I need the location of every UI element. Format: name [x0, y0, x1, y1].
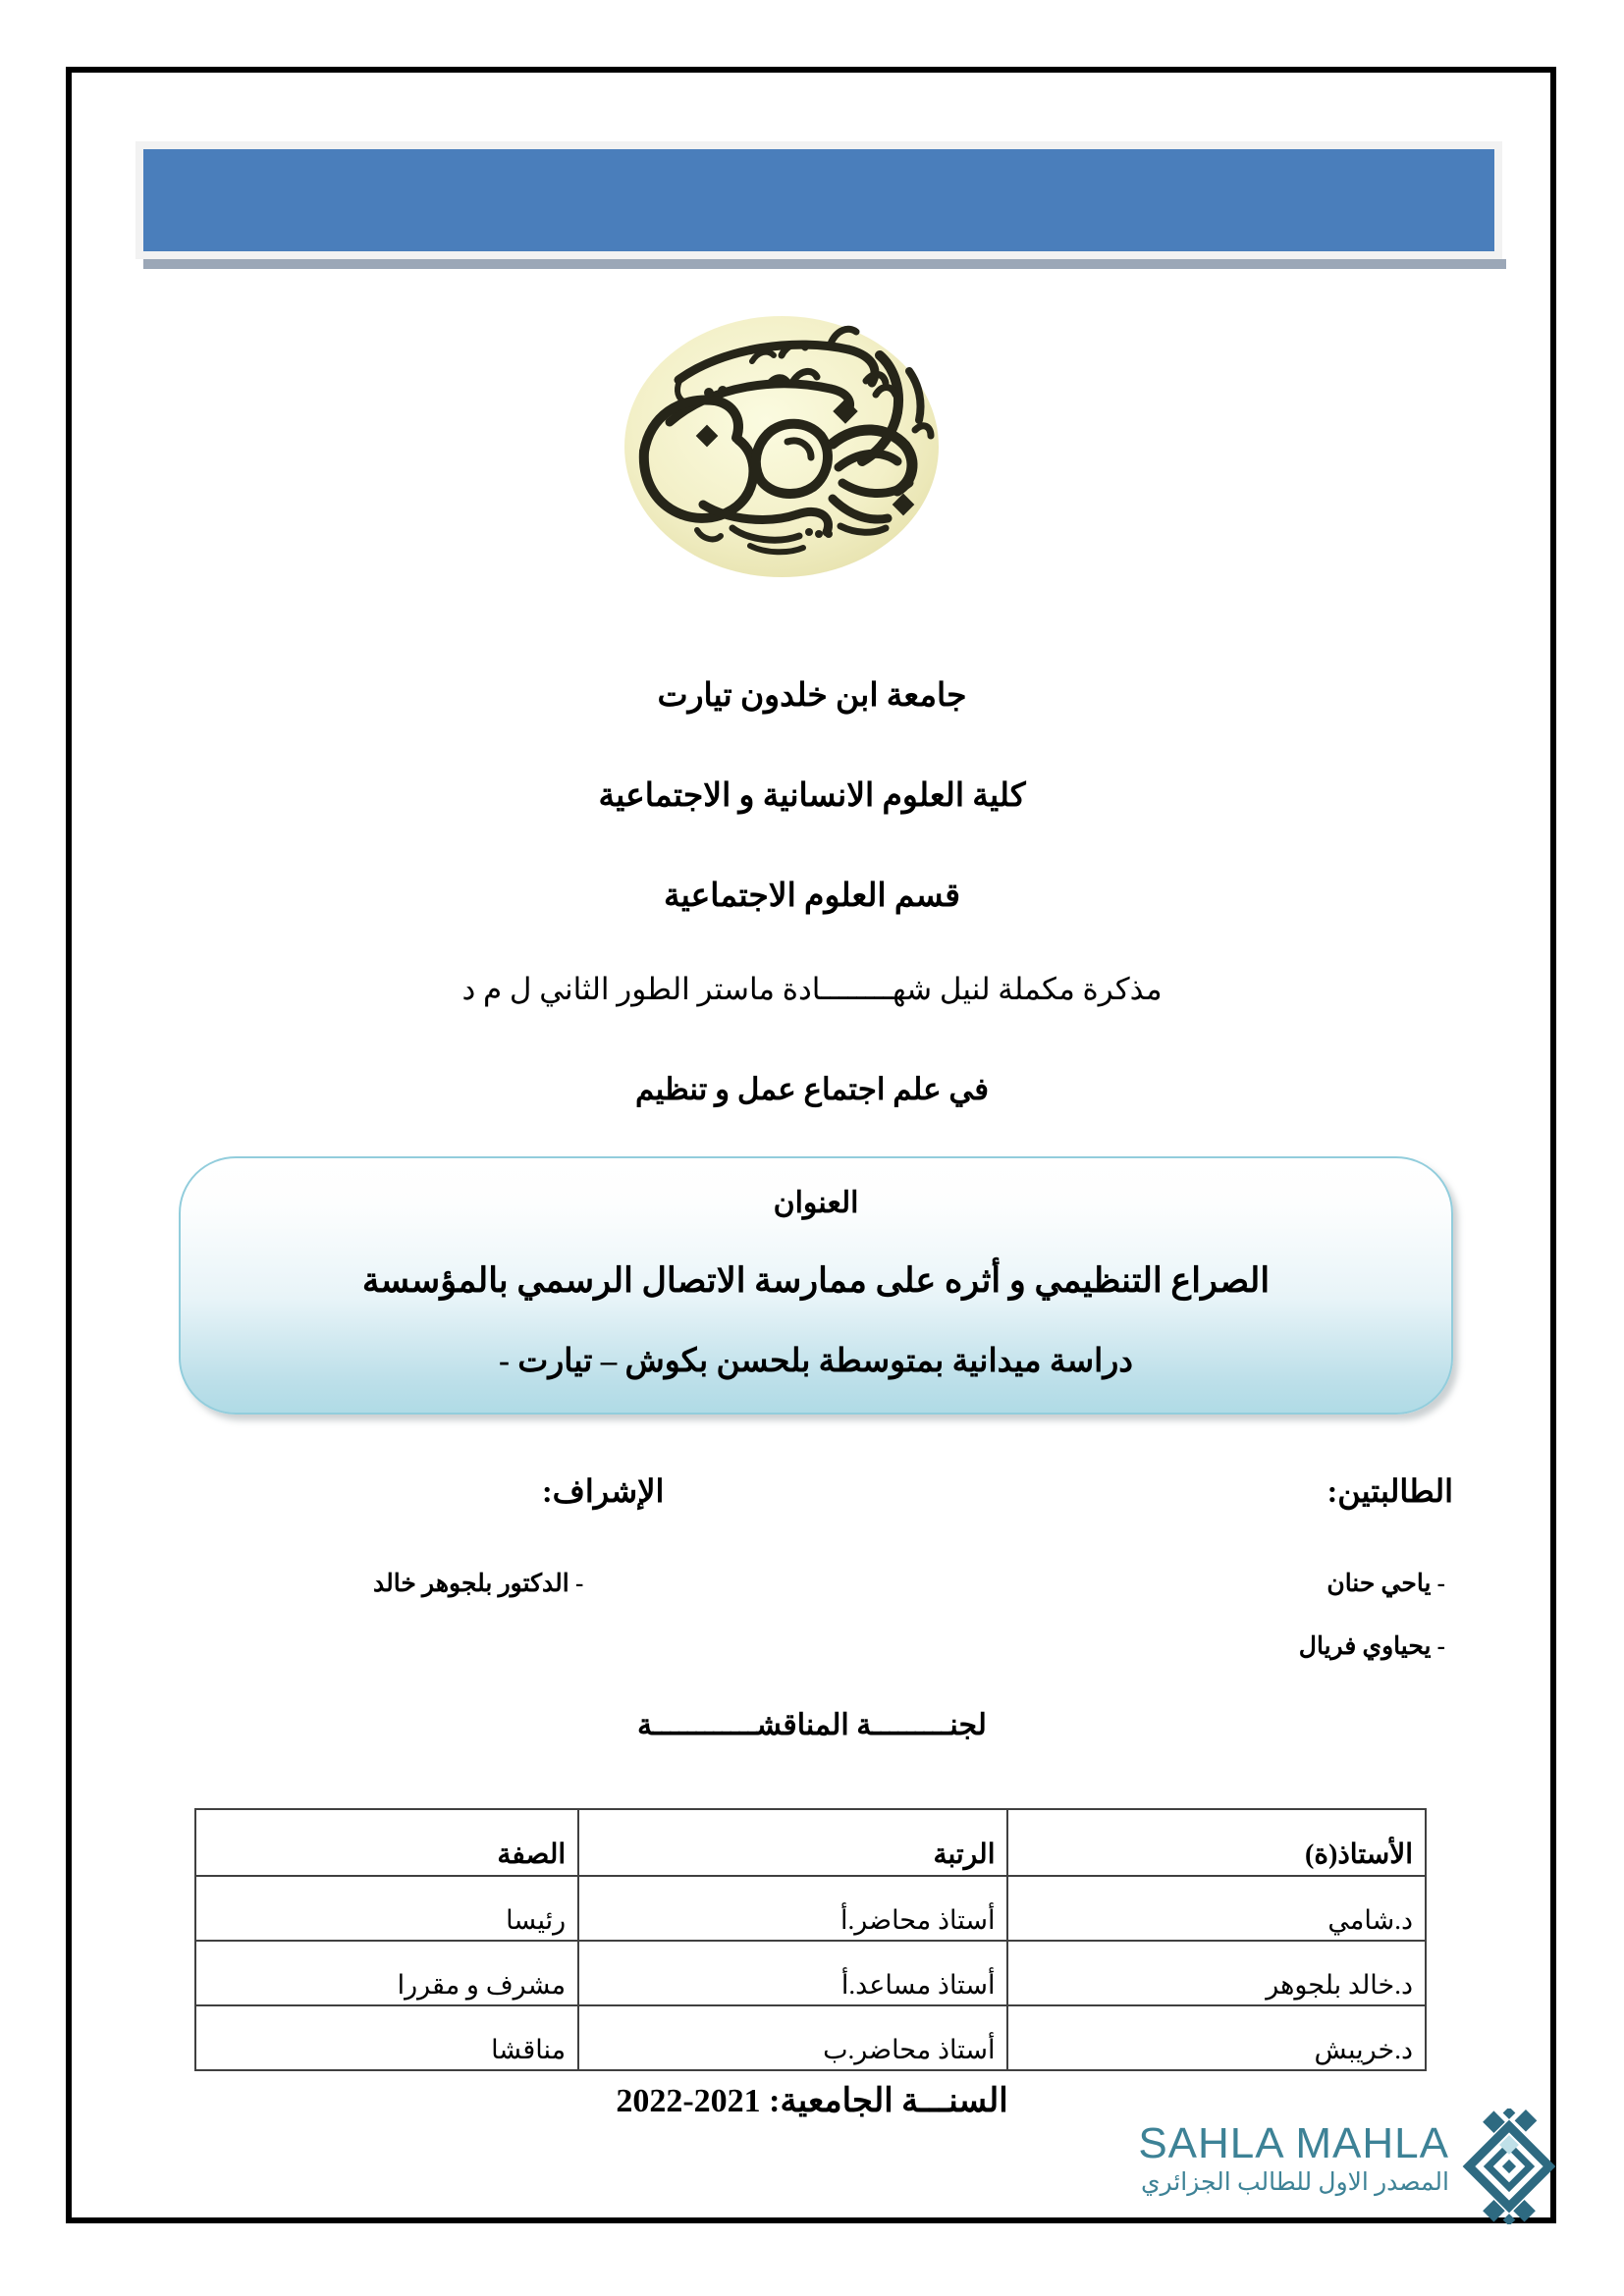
people-labels-row	[179, 1472, 1453, 1531]
watermark-text-block	[1106, 2119, 1449, 2197]
academic-year: السنـــة الجامعية: 2021-2022	[616, 2083, 1008, 2119]
title-label: العنوان	[773, 1187, 859, 1219]
sahla-mahla-logo-icon	[1451, 2109, 1567, 2224]
students-label: الطالبتين:	[1326, 1473, 1453, 1509]
cell-role: رئيسا	[195, 1876, 578, 1941]
speciality-line: في علم اجتماع عمل و تنظيم	[634, 1072, 990, 1106]
cell-rank: أستاذ محاضر.أ	[578, 1876, 1007, 1941]
jury-committee-heading: لجنـــــــــة المناقشــــــــــــة	[637, 1709, 987, 1741]
cell-role: مشرف و مقررا	[195, 1941, 578, 2005]
cell-rank: أستاذ مساعد.أ	[578, 1941, 1007, 2005]
column-header-professor: الأستاذ(ة)	[1007, 1809, 1426, 1876]
cell-professor: د.شامي	[1007, 1876, 1426, 1941]
supervisor-name: - الدكتور بلجوهر خالد	[373, 1571, 584, 1597]
cell-role: مناقشا	[195, 2005, 578, 2070]
student-name: - ياحي حنان	[1326, 1571, 1445, 1597]
watermark-brand: SAHLA MAHLA	[1138, 2119, 1449, 2167]
table-header-row	[195, 1809, 1426, 1876]
watermark-tagline: المصدر الاول للطالب الجزائري	[1140, 2169, 1449, 2196]
sahla-mahla-watermark	[1106, 2109, 1557, 2226]
column-header-role: الصفة	[195, 1809, 578, 1876]
department-name: قسم العلوم الاجتماعية	[663, 879, 961, 914]
cell-professor: د.خالد بلجوهر	[1007, 1941, 1426, 2005]
faculty-name: كلية العلوم الانسانية و الاجتماعية	[598, 778, 1026, 814]
thesis-title-box	[179, 1156, 1453, 1415]
table-row	[195, 2005, 1426, 2070]
supervisor-label: الإشراف:	[542, 1473, 665, 1509]
thesis-title: الصراع التنظيمي و أثره على ممارسة الاتصال الرسمي بالمؤسسة	[361, 1261, 1271, 1300]
university-name: جامعة ابن خلدون تيارت	[657, 678, 967, 714]
thesis-subtitle: دراسة ميدانية بمتوسطة بلحسن بكوش – تيارت -	[499, 1343, 1133, 1379]
table-row	[195, 1941, 1426, 2005]
university-logo	[585, 287, 978, 611]
cell-rank: أستاذ محاضر.ب	[578, 2005, 1007, 2070]
degree-statement: مذكرة مكملة لنيل شهــــــــادة ماستر الطور الثاني ل م د	[461, 972, 1163, 1006]
header-decorative-bar	[143, 149, 1494, 251]
jury-committee-table	[194, 1808, 1427, 2071]
student-name: - يحياوي فريال	[1298, 1633, 1445, 1660]
column-header-rank: الرتبة	[578, 1809, 1007, 1876]
table-row	[195, 1876, 1426, 1941]
header-decorative-bar-frame	[135, 141, 1502, 259]
cell-professor: د.خريبش	[1007, 2005, 1426, 2070]
